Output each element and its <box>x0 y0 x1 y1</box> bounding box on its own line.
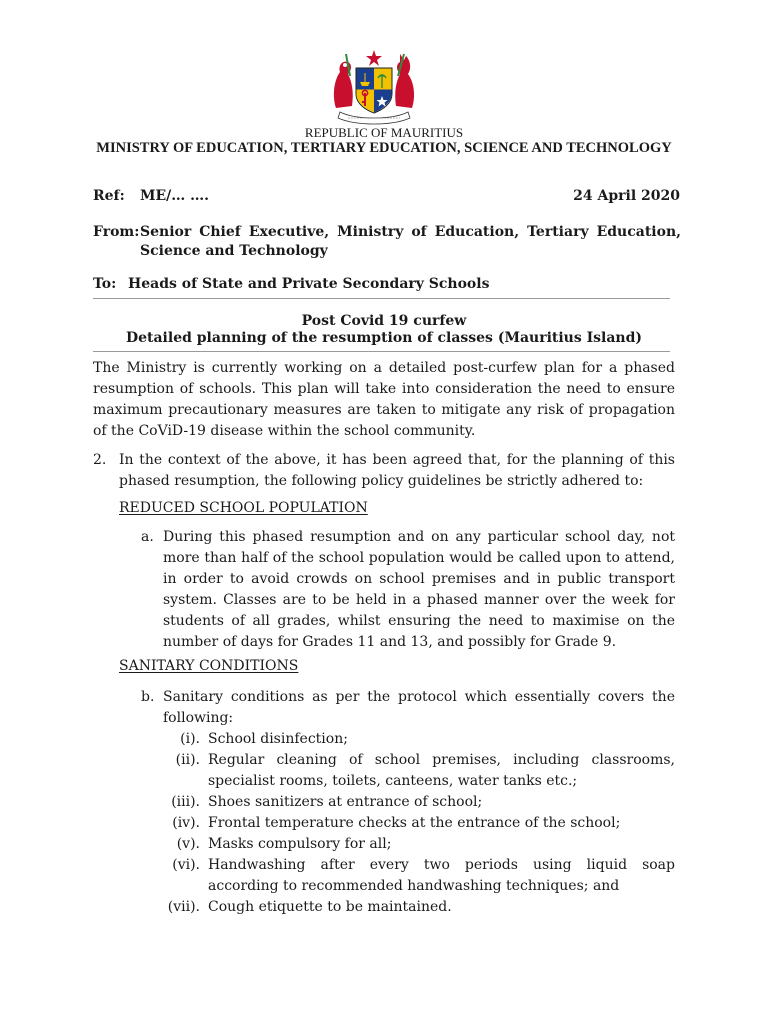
list-item-number: (iii). <box>171 794 200 810</box>
list-item-number: (i). <box>180 731 200 747</box>
section-heading-reduced-population: REDUCED SCHOOL POPULATION <box>119 500 368 516</box>
list-item-number: (vi). <box>172 857 200 873</box>
ministry-heading: MINISTRY OF EDUCATION, TERTIARY EDUCATION, SCIENCE AND TECHNOLOGY <box>96 140 672 156</box>
subject-title-line1: Post Covid 19 curfew <box>301 313 467 329</box>
coat-of-arms-icon <box>326 46 422 128</box>
ref-value: ME/… …. <box>140 188 210 204</box>
subject-title-line2: Detailed planning of the resumption of classes (Mauritius Island) <box>125 330 643 346</box>
list-item-text: Cough etiquette to be maintained. <box>208 899 452 915</box>
section-heading-sanitary-conditions: SANITARY CONDITIONS <box>119 658 299 674</box>
ref-label: Ref: <box>93 188 125 204</box>
letter-date: 24 April 2020 <box>573 188 680 204</box>
item-b-letter: b. <box>141 689 155 705</box>
list-item-text: Handwashing after every two periods using liquid soap according to recommended handwashing techniques; and <box>208 857 675 894</box>
list-item-text: Shoes sanitizers at entrance of school; <box>208 794 483 810</box>
list-item-text: Masks compulsory for all; <box>208 836 392 852</box>
item-a-letter: a. <box>141 529 154 545</box>
list-item-number: (v). <box>176 836 200 852</box>
item-a-text: During this phased resumption and on any particular school day, not more than half of the school population would be called upon to attend, in order to avoid crowds on school premises and in public transport system. Classes are to be held in a phased manner over the week for students of all grades, whilst ensuring the need to maximise on the number of days for Grades 11 and 13, and possibly for Grade 9. <box>163 529 675 650</box>
list-item-number: (iv). <box>172 815 200 831</box>
list-item-number: (vii). <box>167 899 200 915</box>
item-b-text: Sanitary conditions as per the protocol which essentially covers the following: <box>163 689 675 726</box>
from-text: Senior Chief Executive, Ministry of Education, Tertiary Education, Science and Technology <box>140 224 681 259</box>
divider-bottom <box>93 351 670 352</box>
list-item-text: School disinfection; <box>208 731 348 747</box>
list-item-text: Frontal temperature checks at the entrance of the school; <box>208 815 621 831</box>
list-item-number: (ii). <box>175 752 200 768</box>
from-label: From: <box>93 224 140 240</box>
paragraph-2-number: 2. <box>93 452 107 468</box>
to-text: Heads of State and Private Secondary Schools <box>128 276 490 292</box>
list-item-text: Regular cleaning of school premises, including classrooms, specialist rooms, toilets, canteens, water tanks etc.; <box>208 752 675 789</box>
paragraph-2: In the context of the above, it has been agreed that, for the planning of this phased resumption, the following policy guidelines be strictly adhered to: <box>119 452 675 489</box>
republic-heading: REPUBLIC OF MAURITIUS <box>304 125 464 140</box>
paragraph-1: The Ministry is currently working on a detailed post-curfew plan for a phased resumption of schools. This plan will take into consideration the need to ensure maximum precautionary measures are taken to mitigate any risk of propagation of the CoViD-19 disease within the school community. <box>93 360 675 439</box>
to-label: To: <box>93 276 117 292</box>
divider-top <box>93 298 670 299</box>
